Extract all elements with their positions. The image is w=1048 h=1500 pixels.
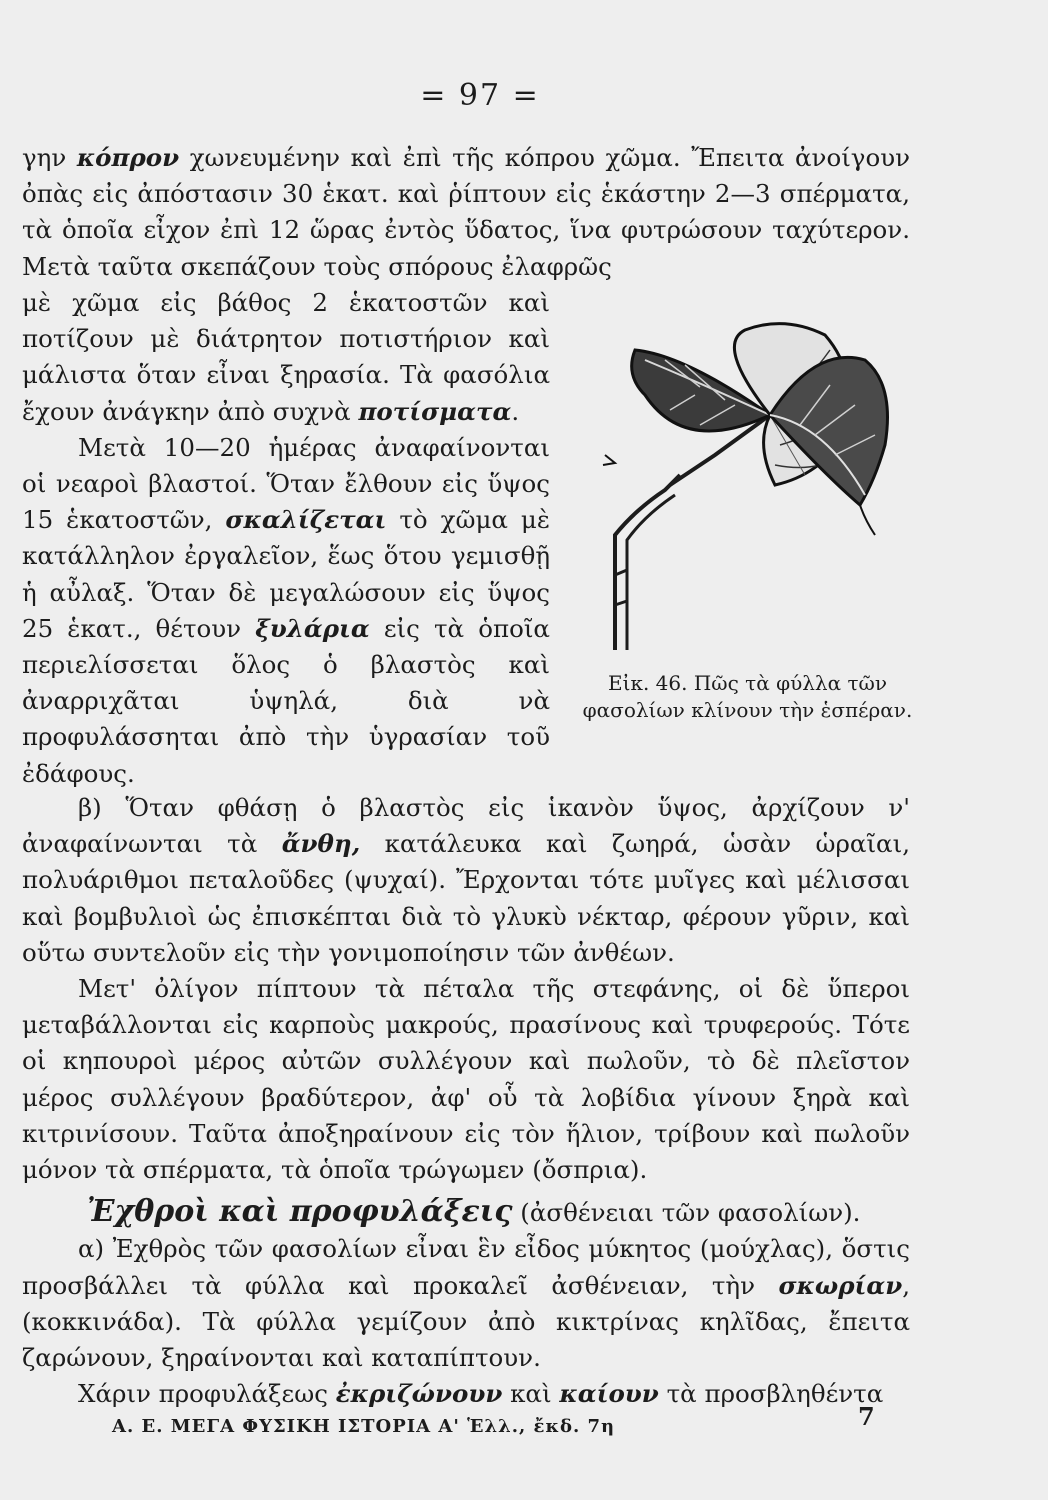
bold-term: σκωρίαν [778,1270,903,1300]
text-run: γην [22,143,77,172]
figure-caption: Εἰκ. 46. Πῶς τὰ φύλλα τῶν φασολίων κλίνουν τὴν ἑσπέραν. [582,671,913,722]
page-number: = 97 = [420,78,540,113]
text-run: Μετ' ὀλίγον πίπτουν τὰ πέταλα τῆς στεφάνης, οἱ δὲ ὕπεροι μεταβάλλονται εἰς καρποὺς μακρούς, πρασίνους καὶ τρυφερούς. Τότε οἱ κηπουροὶ μέρος αὐτῶν συλλέγουν καὶ πωλοῦν, τὸ δὲ πλεῖστον μέρος συλλέγουν βραδύτερον, ἀφ' οὗ τὰ λοβίδια γίνουν ξηρὰ καὶ κιτρινίσουν. Ταῦτα ἀποξηραίνουν εἰς τὸν ἥλιον, τρίβουν καὶ πωλοῦν μόνον τὰ σπέρματα, τὰ ὁποῖα τρώγωμεν (ὄσπρια). [22,974,910,1185]
bean-leaf-illustration [575,305,915,665]
bold-term: σκαλίζεται [225,505,387,535]
paragraph [22,1231,910,1376]
text-run: τὸ χῶμα μὲ κατάλληλον ἐργαλεῖον, ἕως ὅτου γεμισθῇ ἡ αὖλαξ. Ὅταν δὲ μεγαλώσουν εἰς ὕψος 25 ἑκατ., θέτουν [22,505,551,643]
text-run: Χάριν προφυλάξεως [78,1379,336,1409]
text-run: εἰς τὰ ὁποῖα περιελίσσεται ὅλος ὁ βλαστὸς καὶ ἀναρριχᾶται ὑψηλά, διὰ νὰ προφυλάσσηται ἀπὸ τὴν ὑγρασίαν τοῦ ἐδάφους. [22,613,550,788]
bold-term: κόπρον [76,143,180,172]
text-run: τὰ προσβληθέντα [658,1379,884,1409]
paragraph [22,430,550,792]
signature-mark: 7 [858,1402,875,1431]
paragraph [22,971,910,1188]
paragraph-block-1 [22,140,910,285]
bold-term: καίουν [559,1379,659,1409]
heading-title: Ἐχθροὶ καὶ προφυλάξεις [87,1194,513,1230]
footer-imprint: Α. Ε. ΜΕΓΑ ΦΥΣΙΚΗ ΙΣΤΟΡΙΑ Α' Ἑλλ., ἔκδ. 7η [112,1416,616,1437]
text-run: , (κοκκινάδα). Τὰ φύλλα γεμίζουν ἀπὸ κικτρίνας κηλῖδας, ἔπειτα ζαρώνουν, ξηραίνονται καὶ καταπίπτουν. [22,1270,910,1373]
paragraph-block-2 [22,285,550,792]
paragraph [22,285,550,430]
text-run: β) Ὅταν φθάσῃ ὁ βλαστὸς εἰς ἱκανὸν ὕψος, ἀρχίζουν ν' ἀναφαίνωνται τὰ [22,793,910,859]
text-run: Μετὰ 10—20 ἡμέρας ἀναφαίνονται οἱ νεαροὶ βλαστοί. Ὅταν ἔλθουν εἰς ὕψος 15 ἑκατοστῶν, [22,432,550,535]
paragraph [22,140,910,285]
paragraph-block-3 [22,790,910,1412]
text-run: καὶ [502,1379,560,1409]
bold-term: ἄνθη, [281,829,361,859]
paragraph [22,790,910,971]
bold-term: ποτίσματα [358,396,512,426]
bold-term: ξυλάρια [255,613,370,643]
bold-term: ἐκριζώνουν [335,1379,503,1409]
text-run: χωνευμένην καὶ ἐπὶ τῆς κόπρου χῶμα. Ἔπειτα ἀνοίγουν ὀπὰς εἰς ἀπόστασιν 30 ἑκατ. καὶ ῥίπτουν εἰς ἑκάστην 2—3 σπέρματα, τὰ ὁποῖα εἶχον ἐπὶ 12 ὥρας ἐντὸς ὕδατος, ἵνα φυτρώσουν ταχύτερον. Μετὰ ταῦτα σκεπάζουν τοὺς σπόρους ἐλαφρῶς [22,143,910,281]
text-run: . [511,396,520,426]
text-run: μὲ χῶμα εἰς βάθος 2 ἑκατοστῶν καὶ ποτίζουν μὲ διάτρητον ποτιστήριον καὶ μάλιστα ὅταν εἶναι ξηρασία. Τὰ φασόλια ἔχουν ἀνάγκην ἀπὸ συχνὰ [22,288,550,426]
section-heading [22,1194,910,1231]
text-run: κατάλευκα καὶ ζωηρά, ὡσὰν ὡραῖαι, πολυάριθμοι πεταλοῦδες (ψυχαί). Ἔρχονται τότε μυῖγες καὶ μέλισσαι καὶ βομβυλιοὶ ὡς ἐπισκέπται διὰ τὸ γλυκὺ νέκταρ, φέρουν γῦριν, καὶ οὕτω συντελοῦν εἰς τὴν γονιμοποίησιν τῶν ἀνθέων. [22,829,910,967]
paragraph [22,1376,910,1412]
text-run: α) Ἐχθρὸς τῶν φασολίων εἶναι ἓν εἶδος μύκητος (μούχλας), ὅστις προσβάλλει τὰ φύλλα καὶ προκαλεῖ ἀσθένειαν, τὴν [22,1234,910,1300]
heading-subtitle: (ἀσθένειαι τῶν φασολίων). [512,1198,861,1228]
